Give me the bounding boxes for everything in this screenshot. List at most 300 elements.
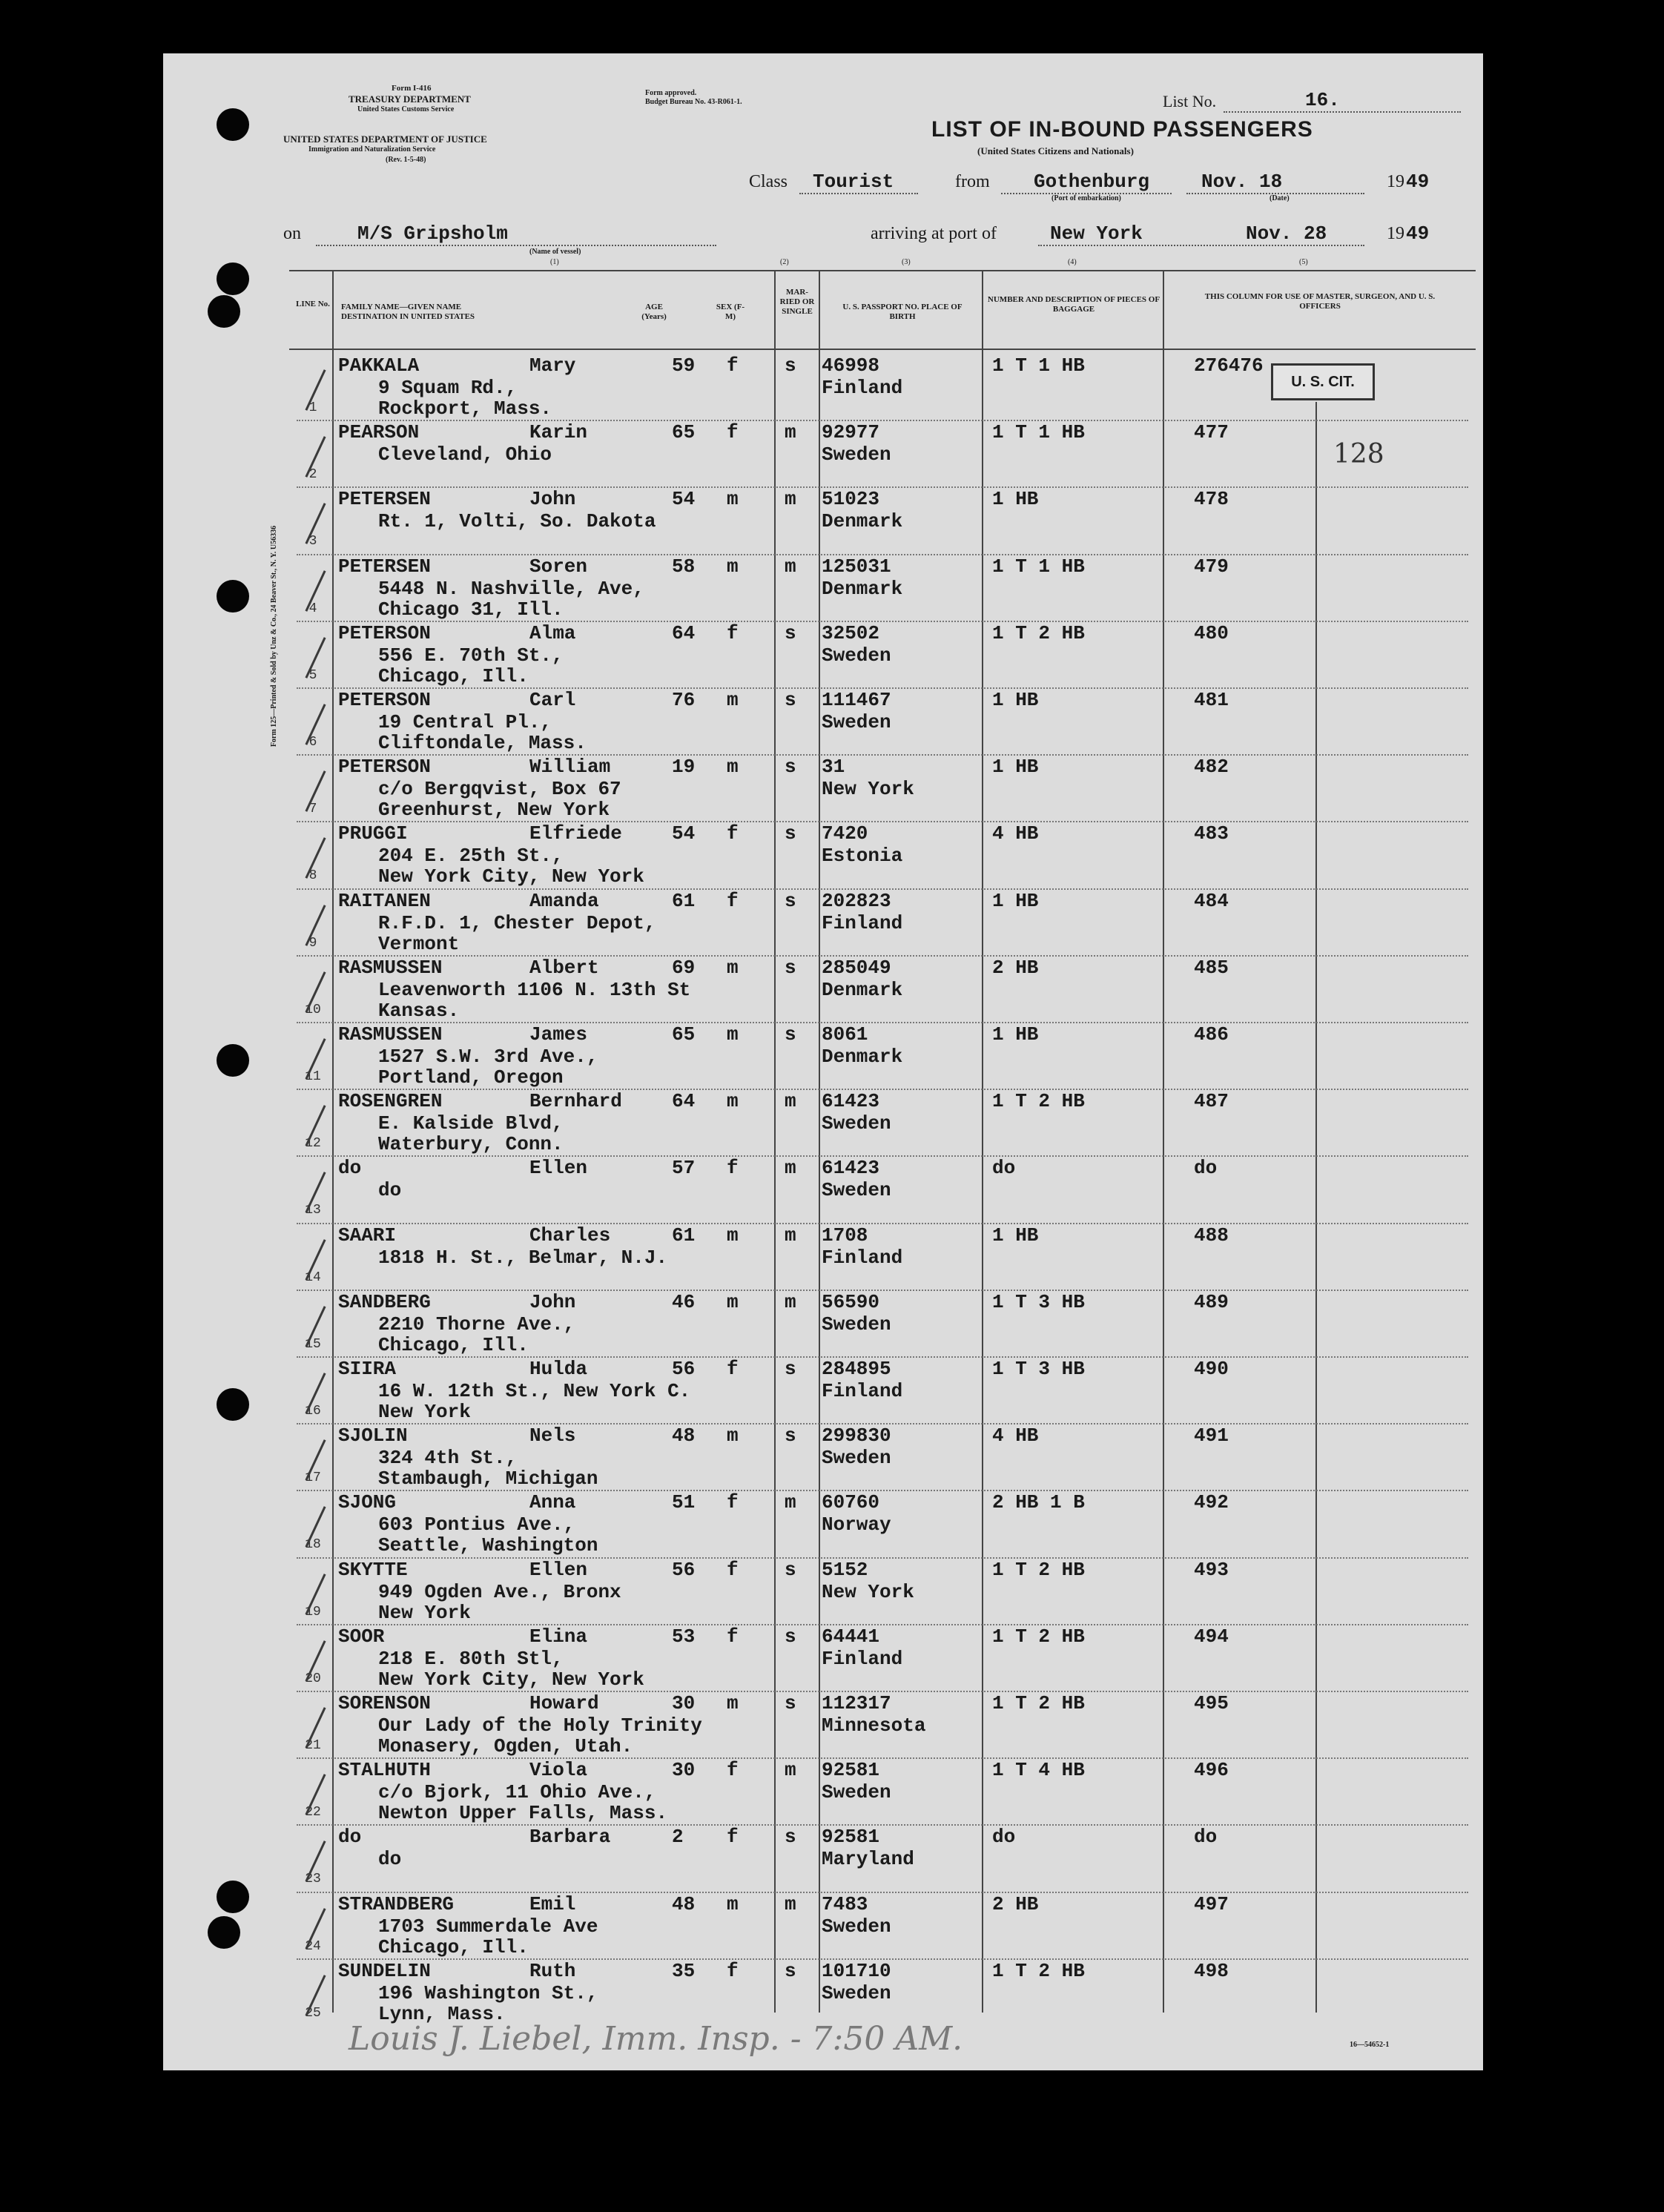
age: 59 [672, 354, 696, 377]
sex: f [727, 421, 739, 444]
arrival-date: Nov. 28 [1246, 222, 1327, 245]
baggage: 1 T 2 HB [992, 1558, 1085, 1581]
given-name: Karin [529, 421, 588, 444]
address-line-1: 9 Squam Rd., [378, 377, 518, 399]
line-number: 8 [308, 868, 317, 884]
passport-number: 31 [822, 756, 845, 779]
place-of-birth: Maryland [822, 1848, 914, 1871]
officer-number: 488 [1194, 1224, 1229, 1247]
marital-status: m [785, 488, 796, 511]
given-name: James [529, 1023, 588, 1046]
binder-hole [217, 1044, 249, 1077]
address-line-2: Lynn, Mass. [378, 2002, 506, 2025]
sex: m [727, 1424, 739, 1447]
form-number: Form I-416 [392, 84, 432, 93]
marital-status: s [785, 689, 796, 711]
binder-hole [208, 295, 240, 328]
line-number: 19 [305, 1604, 321, 1620]
marital-status: s [785, 1826, 796, 1849]
passport-number: 8061 [822, 1023, 868, 1046]
address-line-1: E. Kalside Blvd, [378, 1112, 564, 1135]
age: 2 [672, 1826, 684, 1849]
sex: m [727, 1692, 739, 1714]
officer-number: 483 [1194, 822, 1229, 845]
family-name: PETERSON [338, 621, 431, 644]
baggage: 1 T 2 HB [992, 1959, 1085, 1982]
given-name: Bernhard [529, 1090, 622, 1113]
passport-number: 92581 [822, 1826, 880, 1849]
baggage: 1 T 1 HB [992, 555, 1085, 578]
col-num-1: (1) [550, 258, 559, 266]
age: 54 [672, 488, 696, 511]
address-line-2: Portland, Oregon [378, 1066, 564, 1089]
officer-number: 491 [1194, 1424, 1229, 1447]
baggage: 1 T 1 HB [992, 421, 1085, 444]
place-of-birth: Sweden [822, 1915, 891, 1938]
given-name: Amanda [529, 889, 599, 912]
address-line-1: Rt. 1, Volti, So. Dakota [378, 510, 656, 533]
row-separator [297, 486, 1468, 488]
family-name: PEARSON [338, 421, 420, 444]
line-number: 7 [308, 802, 317, 817]
age: 69 [672, 956, 696, 979]
given-name: Nels [529, 1424, 576, 1447]
address-line-1: 603 Pontius Ave., [378, 1513, 575, 1536]
baggage: 4 HB [992, 822, 1039, 845]
age: 65 [672, 421, 696, 444]
family-name: PETERSON [338, 756, 431, 779]
arrival-year: 49 [1406, 222, 1430, 245]
age: 61 [672, 889, 696, 912]
us-citizen-stamp: U. S. CIT. [1271, 363, 1375, 400]
address-line-1: Cleveland, Ohio [378, 443, 552, 466]
baggage: 1 T 1 HB [992, 354, 1085, 377]
family-name: STALHUTH [338, 1759, 431, 1782]
binder-hole [217, 108, 249, 141]
baggage: 1 T 2 HB [992, 1692, 1085, 1714]
given-name: Charles [529, 1224, 611, 1247]
sex: m [727, 1290, 739, 1313]
family-name: ROSENGREN [338, 1090, 443, 1113]
age: 57 [672, 1157, 696, 1180]
row-separator [297, 621, 1468, 622]
address-line-2: Seattle, Washington [378, 1534, 598, 1557]
passport-number: 61423 [822, 1090, 880, 1113]
vessel-caption: (Name of vessel) [529, 248, 581, 256]
officer-number: 477 [1194, 421, 1229, 444]
address-line-1: 949 Ogden Ave., Bronx [378, 1580, 621, 1603]
printer-side-text: Form 125—Printed & Sold by Unz & Co., 24 Beaver St., N. Y. U56336 [270, 525, 278, 747]
sex: f [727, 621, 739, 644]
marital-status: m [785, 1090, 796, 1113]
sex: f [727, 1625, 739, 1648]
line-number: 25 [305, 2005, 321, 2021]
address-line-2: Cliftondale, Mass. [378, 732, 587, 754]
address-line-1: 196 Washington St., [378, 1981, 598, 2004]
family-name: PRUGGI [338, 822, 408, 845]
budget-bureau: Budget Bureau No. 43-R061-1. [645, 98, 742, 106]
address-line-2: Stambaugh, Michigan [378, 1467, 598, 1490]
manifest-subtitle: (United States Citizens and Nationals) [977, 145, 1134, 156]
place-of-birth: Sweden [822, 711, 891, 733]
place-of-birth: New York [822, 1580, 914, 1603]
officer-number: 494 [1194, 1625, 1229, 1648]
place-of-birth: Finland [822, 1246, 903, 1269]
marital-status: s [785, 956, 796, 979]
passport-number: 1708 [822, 1224, 868, 1247]
place-of-birth: Finland [822, 1380, 903, 1402]
passport-number: 46998 [822, 354, 880, 377]
baggage: 1 HB [992, 889, 1039, 912]
officer-number: 486 [1194, 1023, 1229, 1046]
date-caption: (Date) [1270, 194, 1290, 202]
passport-number: 299830 [822, 1424, 891, 1447]
address-line-1: c/o Bergqvist, Box 67 [378, 778, 621, 801]
family-name: PAKKALA [338, 354, 420, 377]
family-name: RAITANEN [338, 889, 431, 912]
family-name: SAARI [338, 1224, 397, 1247]
officer-number: 496 [1194, 1759, 1229, 1782]
address-line-1: 204 E. 25th St., [378, 845, 564, 868]
address-line-1: 1703 Summerdale Ave [378, 1915, 598, 1938]
family-name: SJOLIN [338, 1424, 408, 1447]
line-number: 1 [308, 400, 317, 415]
given-name: Viola [529, 1759, 588, 1782]
departure-year: 49 [1406, 171, 1430, 193]
col-header-name: FAMILY NAME—GIVEN NAME DESTINATION IN UNITED STATES [341, 303, 475, 321]
age: 48 [672, 1424, 696, 1447]
given-name: John [529, 1290, 576, 1313]
binder-hole [208, 1916, 240, 1949]
sex: m [727, 756, 739, 779]
sex: f [727, 1759, 739, 1782]
sex: f [727, 1826, 739, 1849]
address-line-2: New York [378, 1601, 471, 1624]
family-name: RASMUSSEN [338, 1023, 443, 1046]
officer-number: 478 [1194, 488, 1229, 511]
passport-number: 32502 [822, 621, 880, 644]
place-of-birth: Finland [822, 1647, 903, 1670]
age: 61 [672, 1224, 696, 1247]
passport-number: 5152 [822, 1558, 868, 1581]
binder-hole [217, 1388, 249, 1421]
address-line-1: Leavenworth 1106 N. 13th St [378, 978, 691, 1001]
marital-status: m [785, 421, 796, 444]
place-of-birth: Minnesota [822, 1714, 926, 1737]
address-line-2: Rockport, Mass. [378, 397, 552, 420]
marital-status: m [785, 555, 796, 578]
officer-number: 485 [1194, 956, 1229, 979]
given-name: Mary [529, 354, 576, 377]
row-separator [297, 1089, 1468, 1090]
baggage: 1 HB [992, 1023, 1039, 1046]
marital-status: s [785, 354, 796, 377]
address-line-1: c/o Bjork, 11 Ohio Ave., [378, 1781, 656, 1804]
passport-number: 111467 [822, 689, 891, 711]
line-number: 24 [305, 1938, 321, 1954]
row-separator [297, 1223, 1468, 1224]
address-line-2: Kansas. [378, 999, 460, 1022]
family-name: PETERSEN [338, 488, 431, 511]
baggage: do [992, 1157, 1016, 1180]
baggage: 1 T 3 HB [992, 1290, 1085, 1313]
address-line-1: Our Lady of the Holy Trinity [378, 1714, 702, 1737]
line-number: 9 [308, 935, 317, 951]
age: 48 [672, 1892, 696, 1915]
passport-number: 7420 [822, 822, 868, 845]
marital-status: m [785, 1892, 796, 1915]
family-name: SIIRA [338, 1358, 397, 1380]
row-separator [297, 1155, 1468, 1157]
address-line-1: 19 Central Pl., [378, 711, 552, 733]
baggage: 1 T 2 HB [992, 621, 1085, 644]
inspector-signature: Louis J. Liebel, Imm. Insp. - 7:50 AM. [349, 2020, 963, 2058]
baggage: 1 HB [992, 756, 1039, 779]
baggage: 2 HB 1 B [992, 1491, 1085, 1514]
age: 46 [672, 1290, 696, 1313]
row-separator [297, 1757, 1468, 1759]
passport-number: 202823 [822, 889, 891, 912]
baggage: 1 HB [992, 1224, 1039, 1247]
col-header-age: AGE (Years) [641, 303, 667, 321]
marital-status: s [785, 1959, 796, 1982]
place-of-birth: Denmark [822, 1046, 903, 1068]
officer-number: 480 [1194, 621, 1229, 644]
marital-status: s [785, 621, 796, 644]
place-of-birth: Denmark [822, 577, 903, 600]
address-line-2: Newton Upper Falls, Mass. [378, 1802, 668, 1825]
line-number: 3 [308, 534, 317, 549]
place-of-birth: Norway [822, 1513, 891, 1536]
arriving-label: arriving at port of [871, 224, 997, 243]
line-number: 23 [305, 1872, 321, 1887]
baggage: 1 HB [992, 488, 1039, 511]
address-line-1: 16 W. 12th St., New York C. [378, 1380, 691, 1402]
given-name: Emil [529, 1892, 576, 1915]
passport-number: 51023 [822, 488, 880, 511]
sex: f [727, 1959, 739, 1982]
place-of-birth: Sweden [822, 1447, 891, 1470]
col-num-3: (3) [902, 258, 911, 266]
passport-number: 285049 [822, 956, 891, 979]
sex: m [727, 555, 739, 578]
marital-status: s [785, 1625, 796, 1648]
given-name: William [529, 756, 611, 779]
marital-status: s [785, 756, 796, 779]
line-number: 21 [305, 1738, 321, 1753]
line-number: 5 [308, 667, 317, 683]
marital-status: m [785, 1759, 796, 1782]
sex: m [727, 488, 739, 511]
officer-number: 479 [1194, 555, 1229, 578]
officer-number: 489 [1194, 1290, 1229, 1313]
line-number: 16 [305, 1404, 321, 1419]
line-number: 17 [305, 1470, 321, 1486]
marital-status: s [785, 822, 796, 845]
line-number: 4 [308, 601, 317, 616]
marital-status: s [785, 1023, 796, 1046]
manifest-sheet [163, 53, 1483, 2070]
place-of-birth: New York [822, 778, 914, 801]
family-name: STRANDBERG [338, 1892, 455, 1915]
sex: f [727, 822, 739, 845]
row-separator [297, 1022, 1468, 1023]
line-number: 12 [305, 1136, 321, 1152]
passport-number: 61423 [822, 1157, 880, 1180]
place-of-birth: Sweden [822, 1313, 891, 1336]
col-num-5: (5) [1299, 258, 1308, 266]
officer-number: 484 [1194, 889, 1229, 912]
col-num-2: (2) [780, 258, 789, 266]
family-name: SORENSON [338, 1692, 431, 1714]
col-header-sex: SEX (F-M) [716, 303, 745, 321]
officer-number: 492 [1194, 1491, 1229, 1514]
family-name: SUNDELIN [338, 1959, 431, 1982]
sex: f [727, 1358, 739, 1380]
given-name: Howard [529, 1692, 599, 1714]
passport-number: 7483 [822, 1892, 868, 1915]
family-name: RASMUSSEN [338, 956, 443, 979]
sex: f [727, 889, 739, 912]
passport-number: 60760 [822, 1491, 880, 1514]
col-header-married: MAR-RIED OR SINGLE [779, 288, 815, 316]
sex: m [727, 1023, 739, 1046]
family-name: PETERSON [338, 689, 431, 711]
ins-service: Immigration and Naturalization Service [308, 145, 436, 153]
passport-number: 284895 [822, 1358, 891, 1380]
place-of-birth: Sweden [822, 443, 891, 466]
given-name: Ellen [529, 1157, 588, 1180]
row-separator [297, 1624, 1468, 1625]
place-of-birth: Denmark [822, 510, 903, 533]
sex: m [727, 1224, 739, 1247]
given-name: Elfriede [529, 822, 622, 845]
age: 56 [672, 1558, 696, 1581]
list-no: 16. [1305, 89, 1340, 111]
officer-number: 276476 [1194, 354, 1264, 377]
line-number: 15 [305, 1336, 321, 1352]
binder-hole [217, 1881, 249, 1913]
officer-number: do [1194, 1157, 1218, 1180]
margin-note: 128 [1333, 439, 1384, 469]
line-number: 6 [308, 735, 317, 750]
address-line-1: 218 E. 80th Stl, [378, 1647, 564, 1670]
family-name: SKYTTE [338, 1558, 408, 1581]
binder-hole [217, 263, 249, 295]
family-name: SJONG [338, 1491, 397, 1514]
family-name: PETERSEN [338, 555, 431, 578]
line-number: 14 [305, 1270, 321, 1285]
place-of-birth: Sweden [822, 1781, 891, 1804]
age: 76 [672, 689, 696, 711]
baggage: 2 HB [992, 956, 1039, 979]
age: 35 [672, 1959, 696, 1982]
list-no-label: List No. [1163, 92, 1217, 110]
age: 54 [672, 822, 696, 845]
family-name: SOOR [338, 1625, 385, 1648]
col-header-passport: U. S. PASSPORT NO. PLACE OF BIRTH [842, 303, 963, 321]
passport-number: 112317 [822, 1692, 891, 1714]
line-number: 18 [305, 1537, 321, 1553]
place-of-birth: Sweden [822, 1112, 891, 1135]
officer-number: 490 [1194, 1358, 1229, 1380]
sex: m [727, 1892, 739, 1915]
family-name: do [338, 1157, 362, 1180]
baggage: do [992, 1826, 1016, 1849]
address-line-2: Chicago, Ill. [378, 664, 529, 687]
baggage: 4 HB [992, 1424, 1039, 1447]
passport-number: 92581 [822, 1759, 880, 1782]
baggage: 2 HB [992, 1892, 1039, 1915]
passport-number: 92977 [822, 421, 880, 444]
age: 19 [672, 756, 696, 779]
age: 65 [672, 1023, 696, 1046]
given-name: Elina [529, 1625, 588, 1648]
place-of-birth: Sweden [822, 1981, 891, 2004]
age: 30 [672, 1692, 696, 1714]
family-name: do [338, 1826, 362, 1849]
given-name: Barbara [529, 1826, 611, 1849]
given-name: Hulda [529, 1358, 588, 1380]
officer-number: 482 [1194, 756, 1229, 779]
on-label: on [283, 224, 301, 243]
given-name: Alma [529, 621, 576, 644]
baggage: 1 T 2 HB [992, 1090, 1085, 1113]
officer-number: 497 [1194, 1892, 1229, 1915]
manifest-title: LIST OF IN-BOUND PASSENGERS [931, 117, 1313, 142]
place-of-birth: Sweden [822, 1179, 891, 1202]
sex: f [727, 1157, 739, 1180]
marital-status: s [785, 1358, 796, 1380]
passport-number: 101710 [822, 1959, 891, 1982]
address-line-2: Monasery, Ogden, Utah. [378, 1735, 633, 1757]
family-name: SANDBERG [338, 1290, 431, 1313]
line-number: 11 [305, 1069, 321, 1084]
marital-status: m [785, 1224, 796, 1247]
officer-number: do [1194, 1826, 1218, 1849]
marital-status: m [785, 1491, 796, 1514]
given-name: Ellen [529, 1558, 588, 1581]
address-line-2: Chicago 31, Ill. [378, 598, 564, 621]
address-line-1: 324 4th St., [378, 1447, 518, 1470]
port-embark-caption: (Port of embarkation) [1051, 194, 1121, 202]
officer-number: 487 [1194, 1090, 1229, 1113]
row-separator [297, 821, 1468, 822]
sex: f [727, 1491, 739, 1514]
given-name: John [529, 488, 576, 511]
age: 51 [672, 1491, 696, 1514]
given-name: Ruth [529, 1959, 576, 1982]
col-header-line: LINE No. [296, 300, 330, 308]
officer-number: 493 [1194, 1558, 1229, 1581]
age: 58 [672, 555, 696, 578]
col-num-4: (4) [1068, 258, 1077, 266]
row-separator [297, 1824, 1468, 1826]
address-line-2: New York City, New York [378, 1668, 644, 1691]
address-line-2: Vermont [378, 932, 460, 955]
given-name: Soren [529, 555, 588, 578]
revision: (Rev. 1-5-48) [386, 156, 426, 164]
row-separator [297, 1290, 1468, 1291]
treasury-department: TREASURY DEPARTMENT [349, 93, 471, 105]
address-line-1: do [378, 1848, 402, 1871]
address-line-2: Chicago, Ill. [378, 1935, 529, 1958]
class-label: Class [749, 172, 788, 191]
baggage: 1 T 3 HB [992, 1358, 1085, 1380]
baggage: 1 T 2 HB [992, 1625, 1085, 1648]
footer-code: 16—54652-1 [1350, 2041, 1390, 2049]
address-line-1: 5448 N. Nashville, Ave, [378, 577, 644, 600]
